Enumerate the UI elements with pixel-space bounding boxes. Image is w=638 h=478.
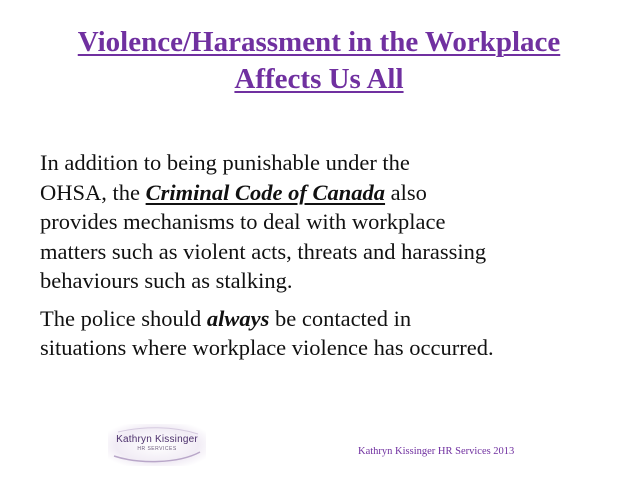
- body-text: The police should: [40, 305, 207, 331]
- body-line: [40, 304, 620, 334]
- logo-swoosh-icon: [108, 424, 206, 466]
- body-line: [40, 178, 620, 208]
- paragraph-police: [40, 304, 620, 363]
- slide-body: [40, 148, 620, 371]
- body-line: behaviours such as stalking.: [40, 268, 293, 293]
- company-logo: [108, 424, 206, 466]
- body-line: provides mechanisms to deal with workplace: [40, 209, 446, 234]
- slide-title: [20, 24, 618, 98]
- body-line: matters such as violent acts, threats and harassing: [40, 238, 487, 264]
- always-emphasis: always: [206, 305, 270, 331]
- logo-name: Kathryn Kissinger: [116, 434, 198, 445]
- body-text: also: [385, 179, 427, 205]
- title-line-2: Affects Us All: [234, 63, 404, 95]
- title-line-1: Violence/Harassment in the Workplace: [77, 26, 561, 58]
- body-text: be contacted in: [269, 305, 412, 331]
- logo-sub: HR SERVICES: [137, 446, 177, 452]
- body-line: situations where workplace violence has occurred.: [40, 335, 494, 360]
- footer-credit: Kathryn Kissinger HR Services 2013: [358, 446, 515, 457]
- body-line: In addition to being punishable under the: [40, 150, 410, 175]
- criminal-code-emphasis: Criminal Code of Canada: [145, 179, 386, 205]
- paragraph-criminal-code: [40, 148, 620, 296]
- body-text: OHSA, the: [40, 179, 146, 205]
